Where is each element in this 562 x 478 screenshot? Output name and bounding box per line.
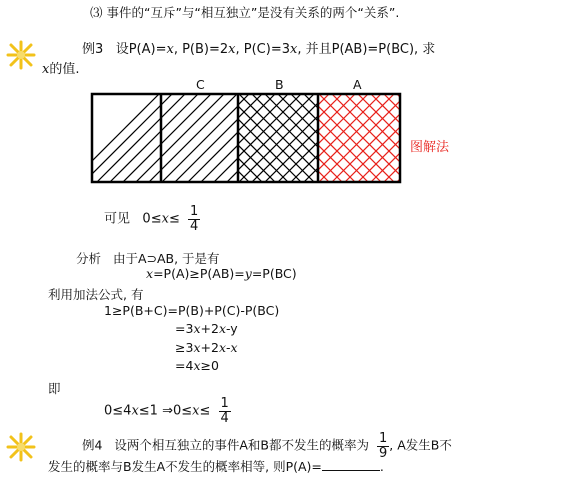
diagram-frame	[92, 94, 400, 182]
analysis-line4: 1≥P(B+C)=P(B)+P(C)-P(BC)	[104, 303, 280, 318]
hatch-line	[367, 92, 402, 184]
region-label-a: A	[353, 77, 362, 92]
ex3-text: , P(C)=3	[235, 42, 290, 57]
math-text: 0≤4	[104, 403, 132, 419]
analysis-label: 分析	[76, 251, 102, 266]
var-x: x	[228, 42, 236, 57]
var-x: x	[131, 403, 139, 419]
math-text: =4	[175, 358, 194, 373]
example-4-label: 例4	[82, 437, 103, 453]
analysis-text: =P(BC)	[251, 266, 297, 281]
conclusion-text: ≤	[168, 211, 180, 227]
analysis-line1	[76, 249, 220, 267]
method-label: 图解法	[410, 140, 450, 155]
fraction-one-quarter	[219, 397, 231, 425]
frac-den: 4	[220, 410, 229, 426]
ex3-text: , P(B)=2	[173, 42, 229, 57]
hatch-line	[369, 92, 402, 184]
ex3-text: 的值.	[49, 62, 80, 77]
hatch-region-a	[226, 92, 402, 184]
ex4-text: , A发生B不	[389, 437, 452, 453]
region-diagram	[90, 92, 402, 184]
fraction-one-quarter	[188, 205, 200, 233]
hatch-line	[328, 92, 402, 184]
region-label-b: B	[275, 77, 284, 92]
math-text: +2	[200, 321, 219, 336]
analysis-line7	[175, 358, 219, 373]
var-x: x	[42, 62, 50, 77]
frac-num: 1	[189, 204, 199, 219]
var-x: x	[192, 403, 200, 419]
hatch-line	[290, 92, 382, 184]
analysis-line3: 利用加法公式, 有	[48, 287, 144, 302]
ex4-text: 设两个相互独立的事件A和B都不发生的概率为	[114, 437, 370, 453]
frac-den: 9	[379, 445, 388, 461]
analysis-line6	[175, 340, 238, 355]
star-icon	[6, 432, 36, 462]
ex4-text: 发生的概率与B发生A不发生的概率相等, 则P(A)=	[48, 459, 322, 474]
var-x: x	[146, 266, 154, 281]
math-text: =3	[175, 321, 194, 336]
hatch-line	[343, 92, 402, 184]
region-label-c: C	[196, 77, 205, 92]
analysis-line5	[175, 321, 238, 336]
var-x: x	[193, 358, 201, 373]
math-text: ≥3	[175, 340, 194, 355]
hatch-line	[226, 92, 318, 184]
hatch-line	[329, 92, 402, 184]
hatch-line	[90, 92, 161, 184]
hatch-line	[226, 92, 318, 184]
hatch-line	[264, 92, 356, 184]
hatch-line	[343, 92, 402, 184]
var-y: y	[244, 266, 252, 281]
analysis-line8	[104, 397, 231, 425]
math-text: -y	[226, 321, 238, 336]
frac-den: 4	[189, 218, 199, 234]
math-text: +2	[200, 340, 219, 355]
var-x: x	[166, 42, 174, 57]
conclusion-prefix: 可见	[104, 211, 131, 227]
conclusion-text: 0≤	[142, 211, 162, 227]
ex3-text: 设P(A)=	[115, 42, 167, 57]
var-x: x	[161, 211, 169, 227]
conclusion	[104, 205, 200, 233]
hatch-region-c	[90, 92, 402, 184]
var-x: x	[193, 321, 201, 336]
analysis-line2	[146, 266, 297, 281]
hatch-line	[328, 92, 402, 184]
star-icon	[6, 40, 36, 70]
frac-num: 1	[379, 431, 388, 446]
math-text: ≤1 ⇒0≤	[138, 403, 193, 419]
var-x: x	[230, 340, 238, 355]
hatch-line	[369, 92, 402, 184]
ex4-text: .	[379, 459, 384, 474]
math-text: -	[226, 340, 231, 355]
hatch-line	[277, 92, 369, 184]
var-x: x	[218, 321, 226, 336]
example-3-question-line2	[42, 58, 79, 77]
example-4-question-line2	[48, 457, 384, 475]
analysis-ji: 即	[48, 381, 61, 396]
var-x: x	[193, 340, 201, 355]
frac-num: 1	[220, 396, 229, 411]
hatch-line	[367, 92, 402, 184]
note-text: ⑶ 事件的“互斥”与“相互独立”是没有关系的两个“关系”.	[90, 5, 400, 20]
var-x: x	[290, 42, 298, 57]
hatch-line	[251, 92, 343, 184]
math-text: ≤	[199, 403, 211, 419]
example-3-question	[82, 38, 435, 57]
example-3-label: 例3	[82, 42, 104, 57]
answer-blank[interactable]	[322, 458, 380, 471]
analysis-text: 由于A⊃AB, 于是有	[112, 251, 220, 266]
math-text: ≥0	[200, 358, 219, 373]
var-x: x	[218, 340, 226, 355]
analysis-text: =P(A)≥P(AB)=	[153, 266, 245, 281]
ex3-text: , 并且P(AB)=P(BC), 求	[297, 42, 436, 57]
hatch-line	[330, 92, 402, 184]
hatch-line	[330, 92, 402, 184]
